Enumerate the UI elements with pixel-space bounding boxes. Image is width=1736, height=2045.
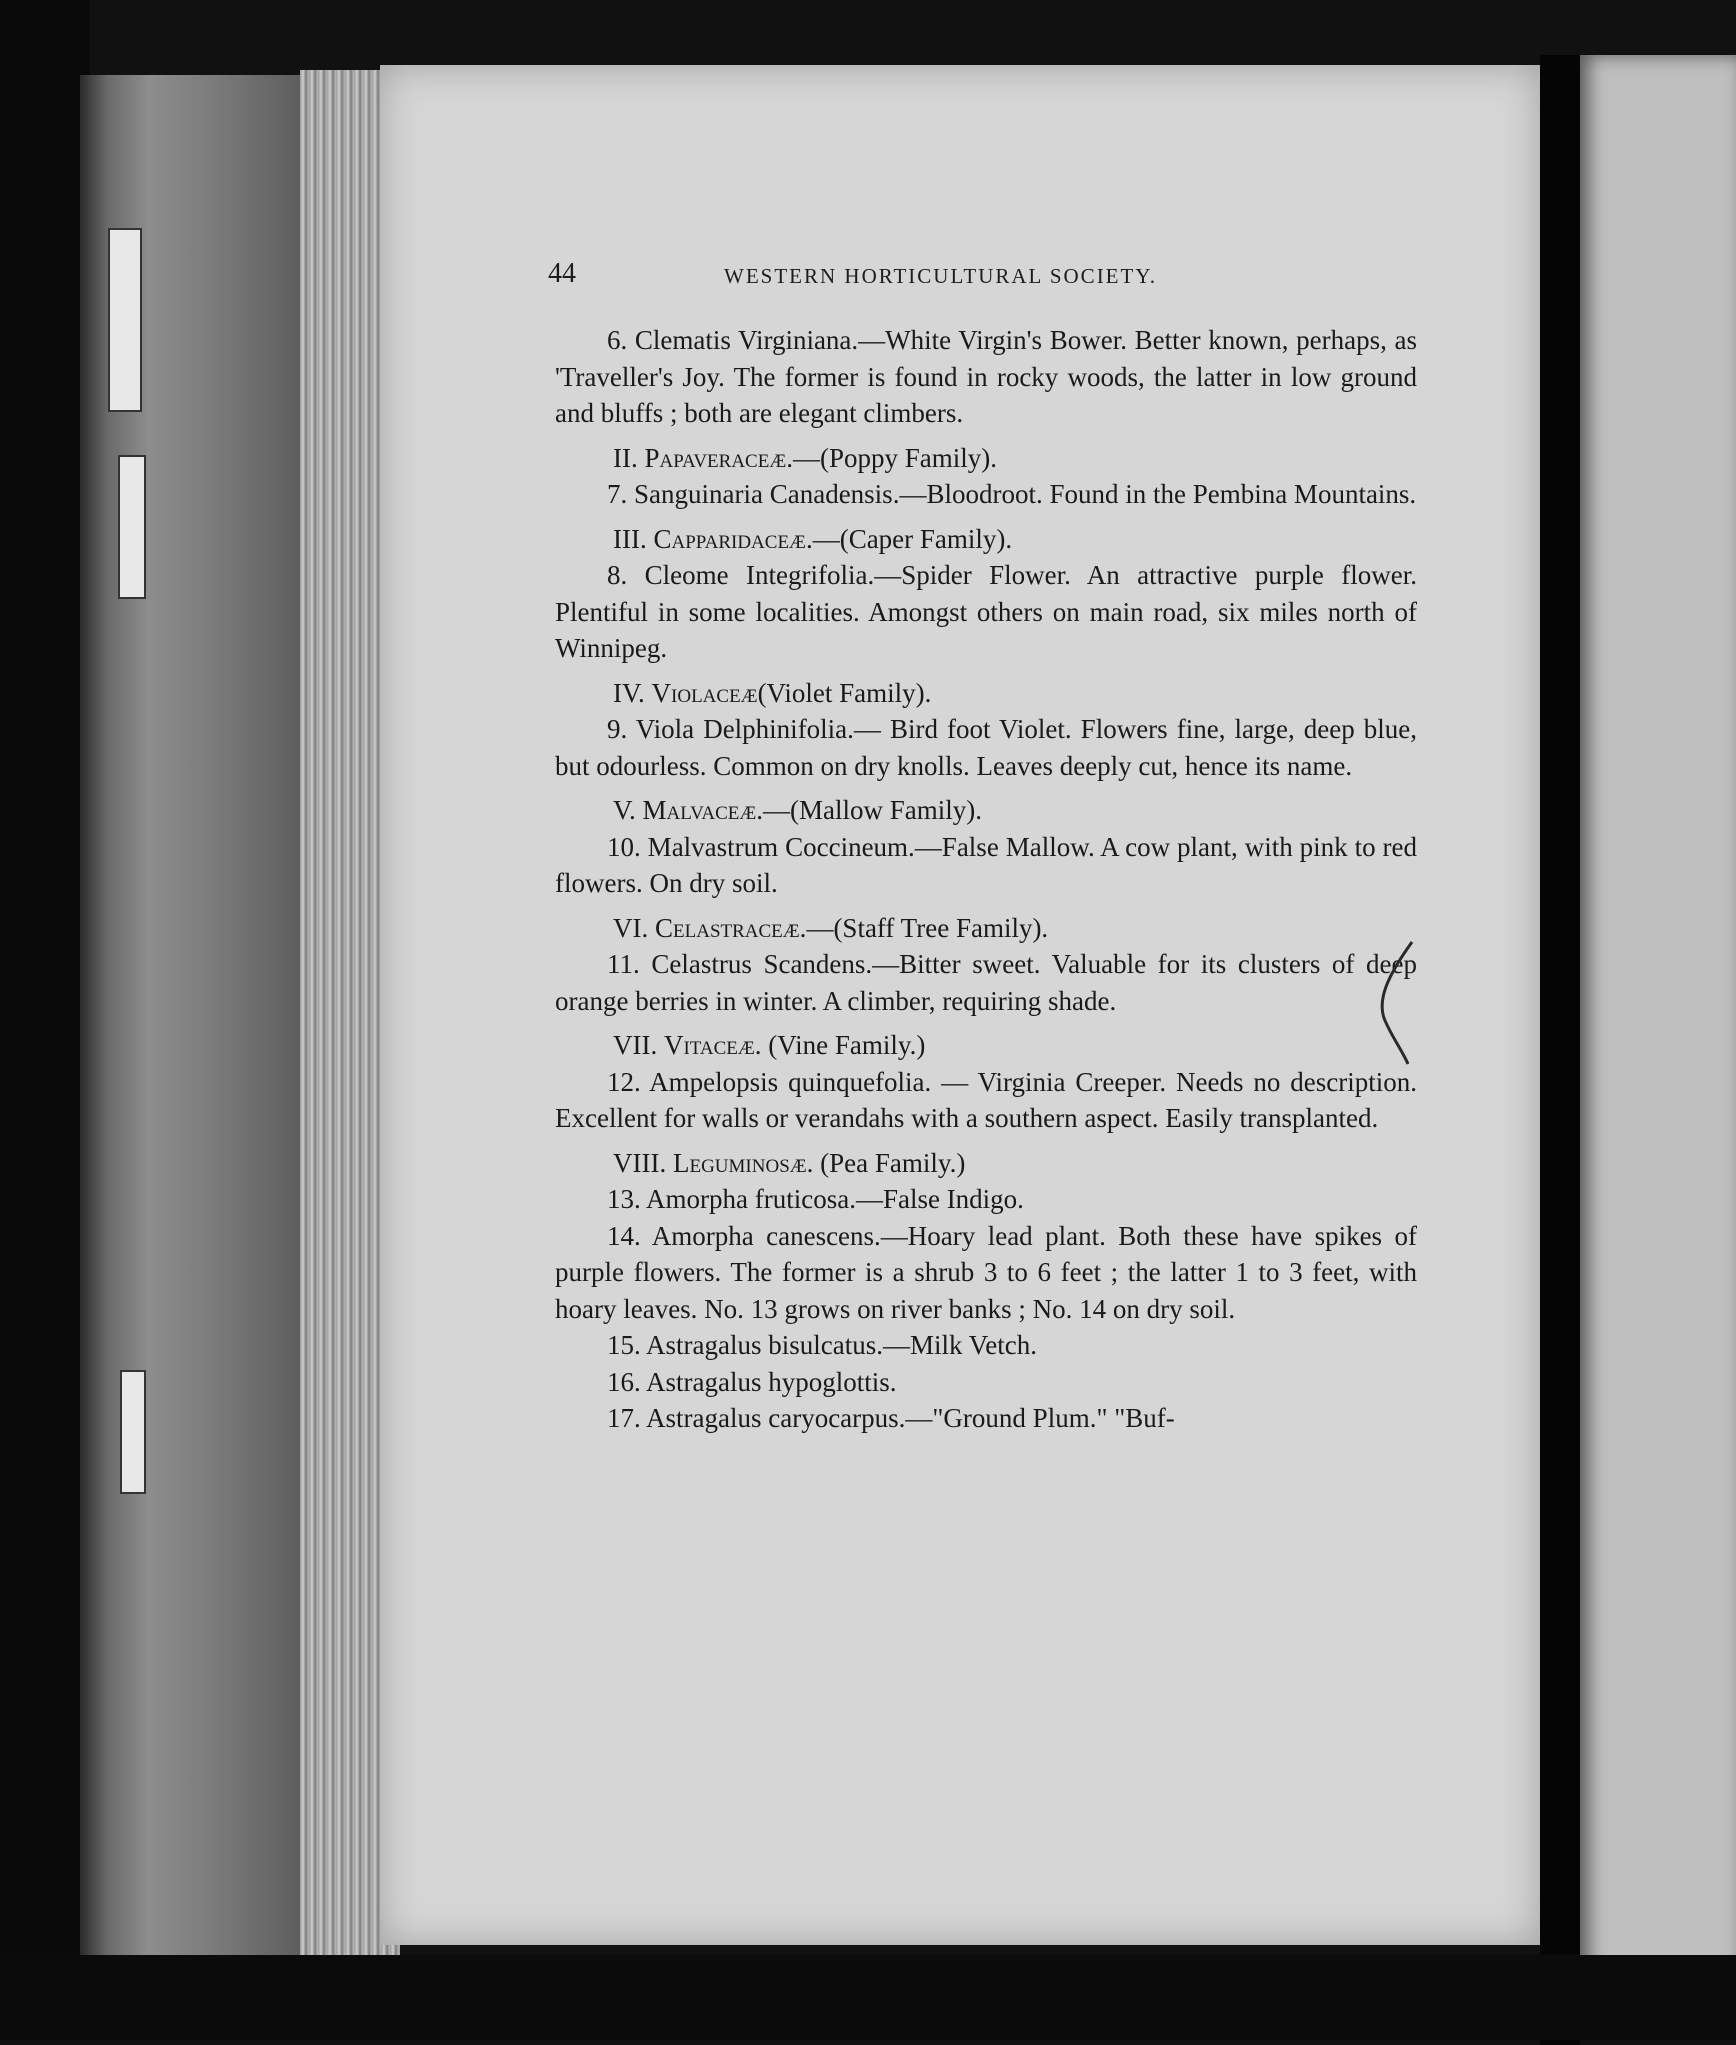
book-gutter <box>1540 55 1580 2045</box>
family-heading <box>555 910 1417 947</box>
family-numeral: IV. <box>613 677 645 708</box>
family-numeral: V. <box>613 795 636 825</box>
page-tab <box>108 228 142 412</box>
page-number: 44 <box>548 258 576 289</box>
family-heading <box>555 792 1417 829</box>
family-heading <box>555 440 1417 477</box>
family-name: Vitaceæ. <box>663 1030 762 1060</box>
family-common-name: (Pea Family.) <box>813 1147 966 1178</box>
species-entry: 10. Malvastrum Coccineum.—False Mallow. A cow plant, with pink to red flowers. On dry soil. <box>555 831 1417 898</box>
book-binding-left <box>0 0 90 2040</box>
page-tab <box>118 455 146 599</box>
family-name: Celastraceæ. <box>655 912 807 943</box>
species-entry: 7. Sanguinaria Canadensis.—Bloodroot. Found in the Pembina Mountains. <box>607 479 1417 509</box>
page-header <box>548 258 1228 298</box>
family-common-name: —(Staff Tree Family). <box>806 912 1049 943</box>
species-entry: 12. Ampelopsis quinquefolia. — Virginia Creeper. Needs no description. Excellent for walls or verandahs with a southern aspect. Easily transplanted. <box>555 1066 1417 1133</box>
species-entry: 11. Celastrus Scandens.—Bitter sweet. Valuable for its clusters of deep orange berries in winter. A climber, requiring shade. <box>555 949 1417 1016</box>
family-common-name: (Vine Family.) <box>761 1030 926 1060</box>
page-body <box>555 322 1417 1437</box>
facing-page <box>1580 55 1736 1985</box>
bottom-background <box>0 1955 1736 2040</box>
family-common-name: (Violet Family). <box>757 677 932 708</box>
family-numeral: II. <box>613 442 638 473</box>
family-common-name: —(Poppy Family). <box>792 442 997 473</box>
family-name: Malvaceæ. <box>642 795 764 825</box>
family-numeral: VII. <box>613 1030 658 1060</box>
family-name: Leguminosæ. <box>672 1147 814 1178</box>
family-name: Capparidaceæ. <box>653 523 813 554</box>
species-entry: 15. Astragalus bisulcatus.—Milk Vetch. <box>607 1330 1037 1360</box>
family-heading <box>555 521 1417 558</box>
family-numeral: VI. <box>613 912 649 943</box>
family-name: Violaceæ <box>651 677 758 708</box>
family-common-name: —(Mallow Family). <box>763 795 983 825</box>
species-entry: 17. Astragalus caryocarpus.—"Ground Plum." "Buf- <box>607 1403 1175 1433</box>
family-heading <box>555 1027 1417 1064</box>
family-numeral: III. <box>613 523 647 554</box>
family-heading <box>555 675 1417 712</box>
species-entry: 8. Cleome Integrifolia.—Spider Flower. An attractive purple flower. Plentiful in some localities. Amongst others on main road, six miles north of Winnipeg. <box>555 560 1417 663</box>
family-numeral: VIII. <box>613 1147 667 1178</box>
running-title: WESTERN HORTICULTURAL SOCIETY. <box>724 264 1158 288</box>
pencil-bracket-mark <box>1372 938 1422 1068</box>
species-entry: 6. Clematis Virginiana.—White Virgin's Bower. Better known, perhaps, as 'Traveller's Joy. The former is found in rocky woods, the latter in low ground and bluffs ; both are elegant climbers. <box>555 325 1417 428</box>
page-tab <box>120 1370 146 1494</box>
species-entry: 14. Amorpha canescens.—Hoary lead plant. Both these have spikes of purple flowers. The former is a shrub 3 to 6 feet ; the latter 1 to 3 feet, with hoary leaves. No. 13 grows on river banks ; No. 14 on dry soil. <box>555 1220 1417 1324</box>
family-name: Papaveraceæ. <box>644 442 793 473</box>
species-entry: 13. Amorpha fruticosa.—False Indigo. <box>607 1184 1024 1214</box>
species-entry: 16. Astragalus hypoglottis. <box>607 1366 897 1397</box>
family-heading <box>555 1145 1417 1182</box>
family-common-name: —(Caper Family). <box>812 523 1013 554</box>
species-entry: 9. Viola Delphinifolia.— Bird foot Violet. Flowers fine, large, deep blue, but odourless. Common on dry knolls. Leaves deeply cut, hence its name. <box>555 714 1417 781</box>
